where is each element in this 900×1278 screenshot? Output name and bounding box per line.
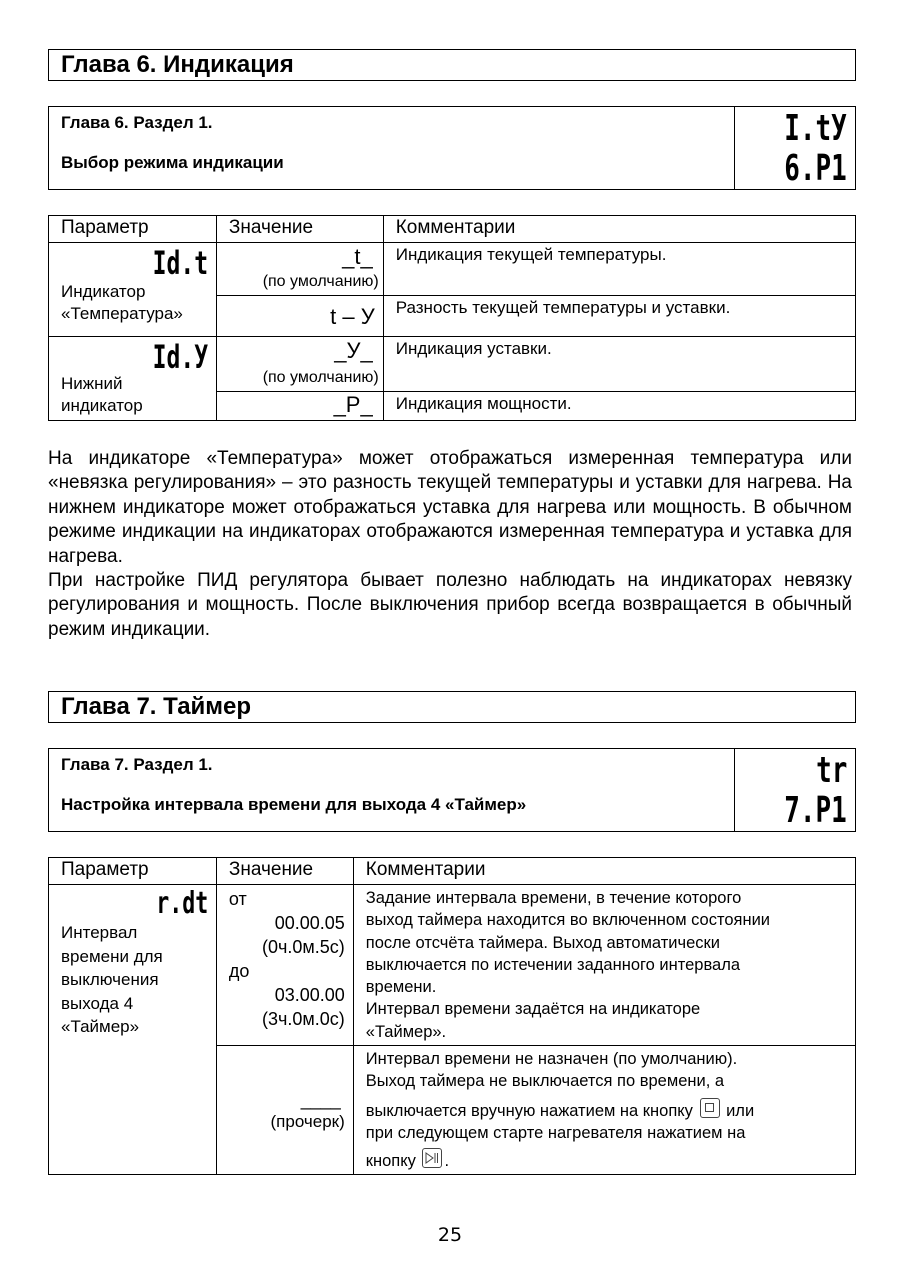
section-7-1-code [737,749,847,831]
page-number: 25 [437,1224,463,1246]
comment-line [366,1098,843,1122]
parameter-cell [49,243,217,337]
parameter-name: Индикатор «Температура» [61,282,183,323]
menu-group-display: 7.P1 [784,790,847,831]
comment-line: после отсчёта таймера. Выход автоматически [365,933,720,952]
value-option: _У_ [334,338,373,363]
comment-text: Индикация уставки. [395,339,552,358]
column-header-value: Значение [216,216,383,243]
value-cell [216,337,383,392]
range-from-label: от [228,889,247,909]
comment-line [366,1148,843,1172]
comment-text: Индикация текущей температуры. [395,245,667,264]
section-7-1-heading [49,749,735,831]
comment-line: Интервал времени не назначен (по умолчанию). [365,1050,738,1069]
comment-cell [383,243,855,296]
column-header-parameter: Параметр [49,216,217,243]
column-header-parameter: Параметр [49,858,217,885]
indication-parameter-table [48,215,856,421]
comment-line: времени. [365,978,437,997]
comment-cell [383,392,855,421]
parameter-name-line: выключения [61,970,159,989]
value-option-hint: (прочерк) [270,1112,345,1132]
comment-text [354,1046,855,1174]
value-cell [216,885,353,1046]
comment-text: Разность текущей температуры и уставки. [395,298,731,317]
chapter-7-title: Глава 7. Таймер [48,691,856,723]
comment-fragment: или [726,1102,755,1121]
range-from-value: 00.00.05 [274,913,345,933]
comment-fragment: кнопку [365,1152,416,1171]
section-6-1-heading [49,107,735,189]
parameter-code: Id.У [152,338,208,376]
section-6-1-number: Глава 6. Раздел 1. [61,113,213,132]
value-option: _P_ [333,392,373,417]
value-option: ____ [300,1090,341,1111]
default-label: (по умолчанию) [262,273,379,290]
value-cell [216,243,383,296]
value-option: _t_ [342,244,373,269]
value-cell [216,296,383,337]
parameter-name-line: «Таймер» [61,1017,140,1036]
value-option: t – У [330,304,375,329]
menu-group-display: 6.P1 [784,148,847,189]
parameter-name: Нижний индикатор [61,374,143,415]
section-7-1-number: Глава 7. Раздел 1. [61,755,213,774]
menu-code-display: I.tУ [784,108,847,149]
column-header-value: Значение [216,858,353,885]
section-6-1-title: Выбор режима индикации [61,153,284,172]
play-pause-button-icon [422,1148,442,1168]
comment-cell [383,337,855,392]
parameter-name-line: времени для [61,946,163,966]
paragraph: На индикаторе «Температура» может отображаться измеренная температура или «невязка регулирования» – это разность текущей температуры и уставки для нагрева. На нижнем индикаторе может отображаться уставка для нагрева или мощность. В обычном режиме индикации на индикаторах отображаются измеренная температура и уставка для нагрева. [48,448,852,567]
range-to-value: 03.00.00 [274,985,345,1005]
section-7-1-box [48,748,856,832]
comment-line: выключается по истечении заданного интервала [365,955,741,974]
comment-text [354,885,855,1045]
column-header-comment: Комментарии [383,216,855,243]
comment-cell [383,296,855,337]
comment-line: Задание интервала времени, в течение которого [365,889,742,907]
parameter-name-line: выхода 4 [61,993,134,1013]
parameter-name-line: Интервал [61,923,138,942]
chapter-6-title: Глава 6. Индикация [48,49,856,81]
timer-parameter-table [48,857,856,1175]
parameter-code: r.dt [155,886,208,921]
parameter-name [61,921,163,1039]
value-cell [216,392,383,421]
comment-fragment: выключается вручную нажатием на кнопку [365,1102,693,1121]
range-to-hint: (3ч.0м.0с) [262,1009,345,1029]
menu-code-display: tr [815,750,847,791]
comment-line: Интервал времени задаётся на индикаторе [365,1000,701,1019]
section-6-1-code [737,107,847,189]
comment-line: Выход таймера не выключается по времени, а [365,1072,725,1091]
comment-cell [353,885,855,1046]
parameter-cell [49,337,217,421]
default-label: (по умолчанию) [262,369,379,386]
comment-fragment: . [444,1152,450,1171]
indication-description [48,447,852,642]
paragraph: При настройке ПИД регулятора бывает полезно наблюдать на индикаторах невязку регулирования и мощность. После выключения прибор всегда возвращается в обычный режим индикации. [48,570,852,640]
comment-line: при следующем старте нагревателя нажатием на [365,1124,746,1143]
range-from-hint: (0ч.0м.5с) [262,937,345,957]
range-to-label: до [228,961,250,981]
section-6-1-box [48,106,856,190]
column-header-comment: Комментарии [353,858,855,885]
comment-line: «Таймер». [365,1022,447,1041]
comment-cell [353,1046,855,1175]
parameter-code: Id.t [152,244,208,282]
stop-button-icon [700,1098,720,1118]
comment-line: выход таймера находится во включенном состоянии [365,911,771,930]
section-7-1-title: Настройка интервала времени для выхода 4 «Таймер» [61,795,527,814]
parameter-cell [49,885,217,1175]
value-cell [216,1046,353,1175]
comment-text: Индикация мощности. [395,394,572,413]
